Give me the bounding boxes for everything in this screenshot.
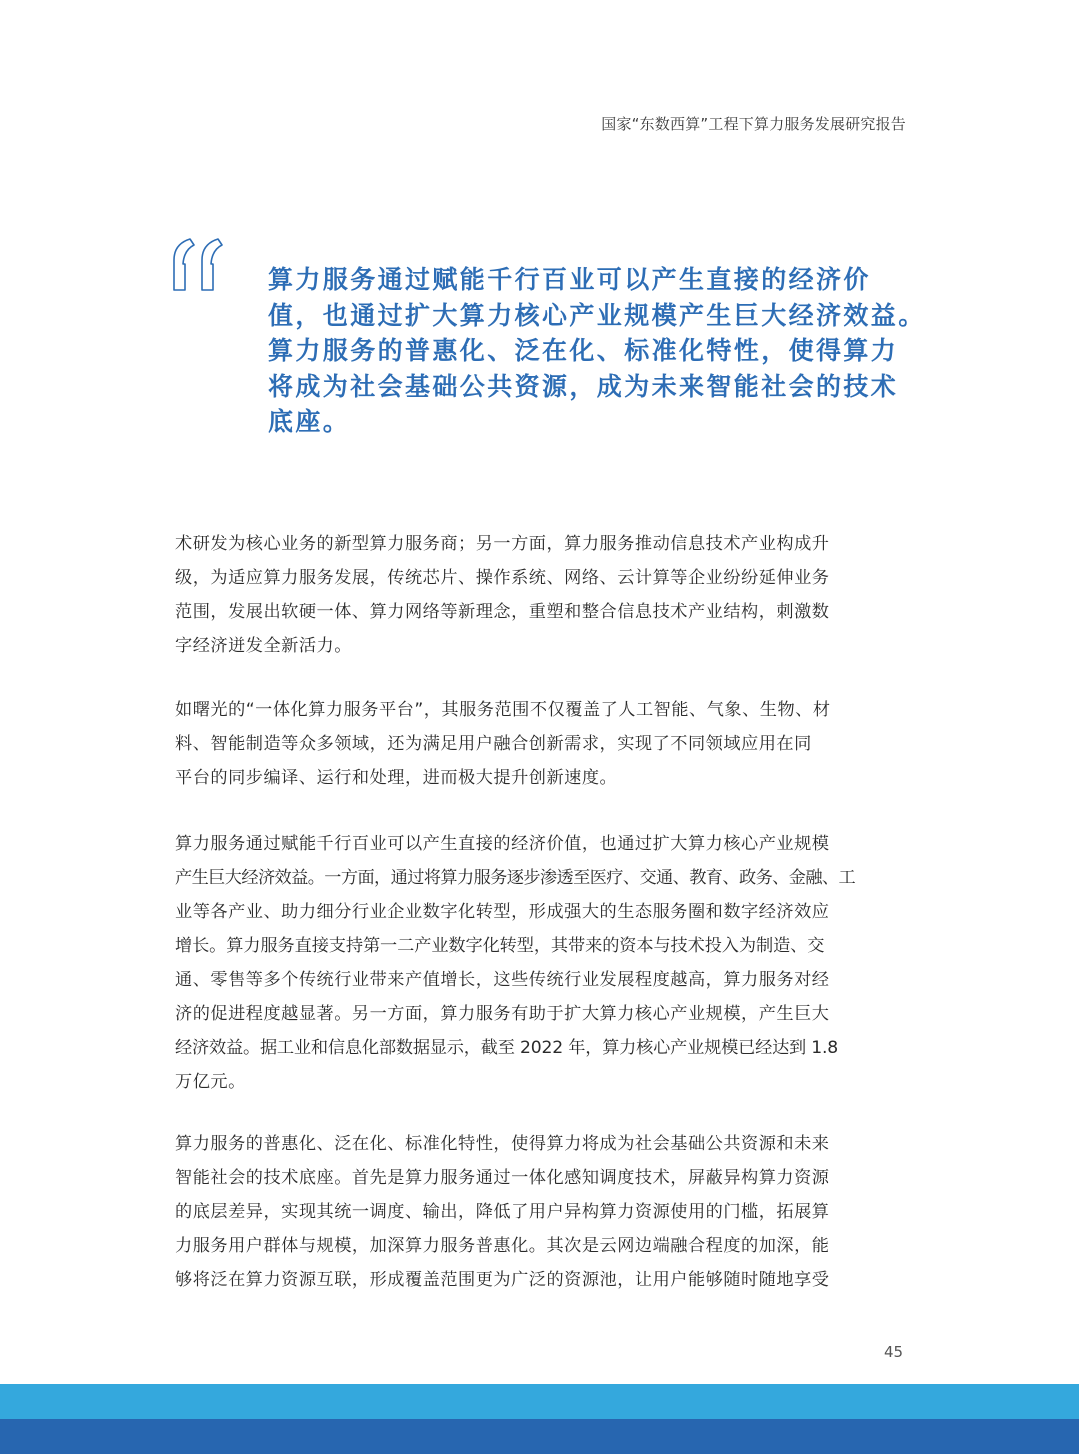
text-line: 通、零售等多个传统行业带来产值增长，这些传统行业发展程度越高，算力服务对经 bbox=[175, 970, 830, 990]
text-line: 产生巨大经济效益。一方面，通过将算力服务逐步渗透至医疗、交通、教育、政务、金融、工 bbox=[175, 868, 856, 888]
text-line: 的底层差异，实现其统一调度、输出，降低了用户异构算力资源使用的门槛，拓展算 bbox=[175, 1202, 830, 1222]
pull-quote-line: 算力服务通过赋能千行百业可以产生直接的经济价 bbox=[268, 265, 871, 294]
text-line: 济的促进程度越显著。另一方面，算力服务有助于扩大算力核心产业规模，产生巨大 bbox=[175, 1004, 830, 1024]
pull-quote-line: 将成为社会基础公共资源，成为未来智能社会的技术 bbox=[268, 371, 899, 401]
text-line: 平台的同步编译、运行和处理，进而极大提升创新速度。 bbox=[175, 768, 618, 788]
paragraph-2 bbox=[175, 693, 910, 795]
footer-band-dark bbox=[0, 1419, 1079, 1454]
pull-quote-line: 值，也通过扩大算力核心产业规模产生巨大经济效益。 bbox=[268, 300, 926, 330]
text-line: 经济效益。据工业和信息化部数据显示，截至 2022 年，算力核心产业规模已经达到 1.8 bbox=[175, 1038, 839, 1058]
pull-quote-line: 算力服务的普惠化、泛在化、标准化特性，使得算力 bbox=[268, 336, 899, 365]
page-number: 45 bbox=[884, 1343, 904, 1361]
text-line: 智能社会的技术底座。首先是算力服务通过一体化感知调度技术，屏蔽异构算力资源 bbox=[175, 1168, 830, 1188]
text-line: 范围，发展出软硬一体、算力网络等新理念，重塑和整合信息技术产业结构，刺激数 bbox=[175, 602, 830, 622]
text-line: 万亿元。 bbox=[175, 1072, 246, 1092]
text-line: 算力服务通过赋能千行百业可以产生直接的经济价值，也通过扩大算力核心产业规模 bbox=[175, 834, 830, 854]
text-line: 级，为适应算力服务发展，传统芯片、操作系统、网络、云计算等企业纷纷延伸业务 bbox=[175, 568, 830, 588]
text-line: 术研发为核心业务的新型算力服务商；另一方面，算力服务推动信息技术产业构成升 bbox=[175, 534, 830, 554]
text-line: 够将泛在算力资源互联，形成覆盖范围更为广泛的资源池，让用户能够随时随地享受 bbox=[175, 1270, 830, 1290]
paragraph-4 bbox=[175, 1127, 910, 1297]
paragraph-3 bbox=[175, 827, 910, 1099]
text-line: 业等各产业、助力细分行业企业数字化转型，形成强大的生态服务圈和数字经济效应 bbox=[175, 902, 830, 922]
text-line: 如曙光的“一体化算力服务平台”，其服务范围不仅覆盖了人工智能、气象、生物、材 bbox=[175, 700, 831, 720]
quote-open-icon bbox=[172, 236, 230, 294]
pull-quote bbox=[268, 262, 926, 440]
text-line: 字经济迸发全新活力。 bbox=[175, 636, 352, 656]
footer-band-light bbox=[0, 1384, 1079, 1419]
text-line: 增长。算力服务直接支持第一二产业数字化转型，其带来的资本与技术投入为制造、交 bbox=[175, 936, 825, 956]
pull-quote-line: 底座。 bbox=[268, 407, 351, 436]
text-line: 料、智能制造等众多领域，还为满足用户融合创新需求，实现了不同领域应用在同 bbox=[175, 734, 812, 754]
running-header-title: 国家“东数西算”工程下算力服务发展研究报告 bbox=[601, 115, 906, 133]
text-line: 算力服务的普惠化、泛在化、标准化特性，使得算力将成为社会基础公共资源和未来 bbox=[175, 1134, 830, 1154]
text-line: 力服务用户群体与规模，加深算力服务普惠化。其次是云网边端融合程度的加深，能 bbox=[175, 1236, 830, 1256]
paragraph-1 bbox=[175, 527, 910, 663]
